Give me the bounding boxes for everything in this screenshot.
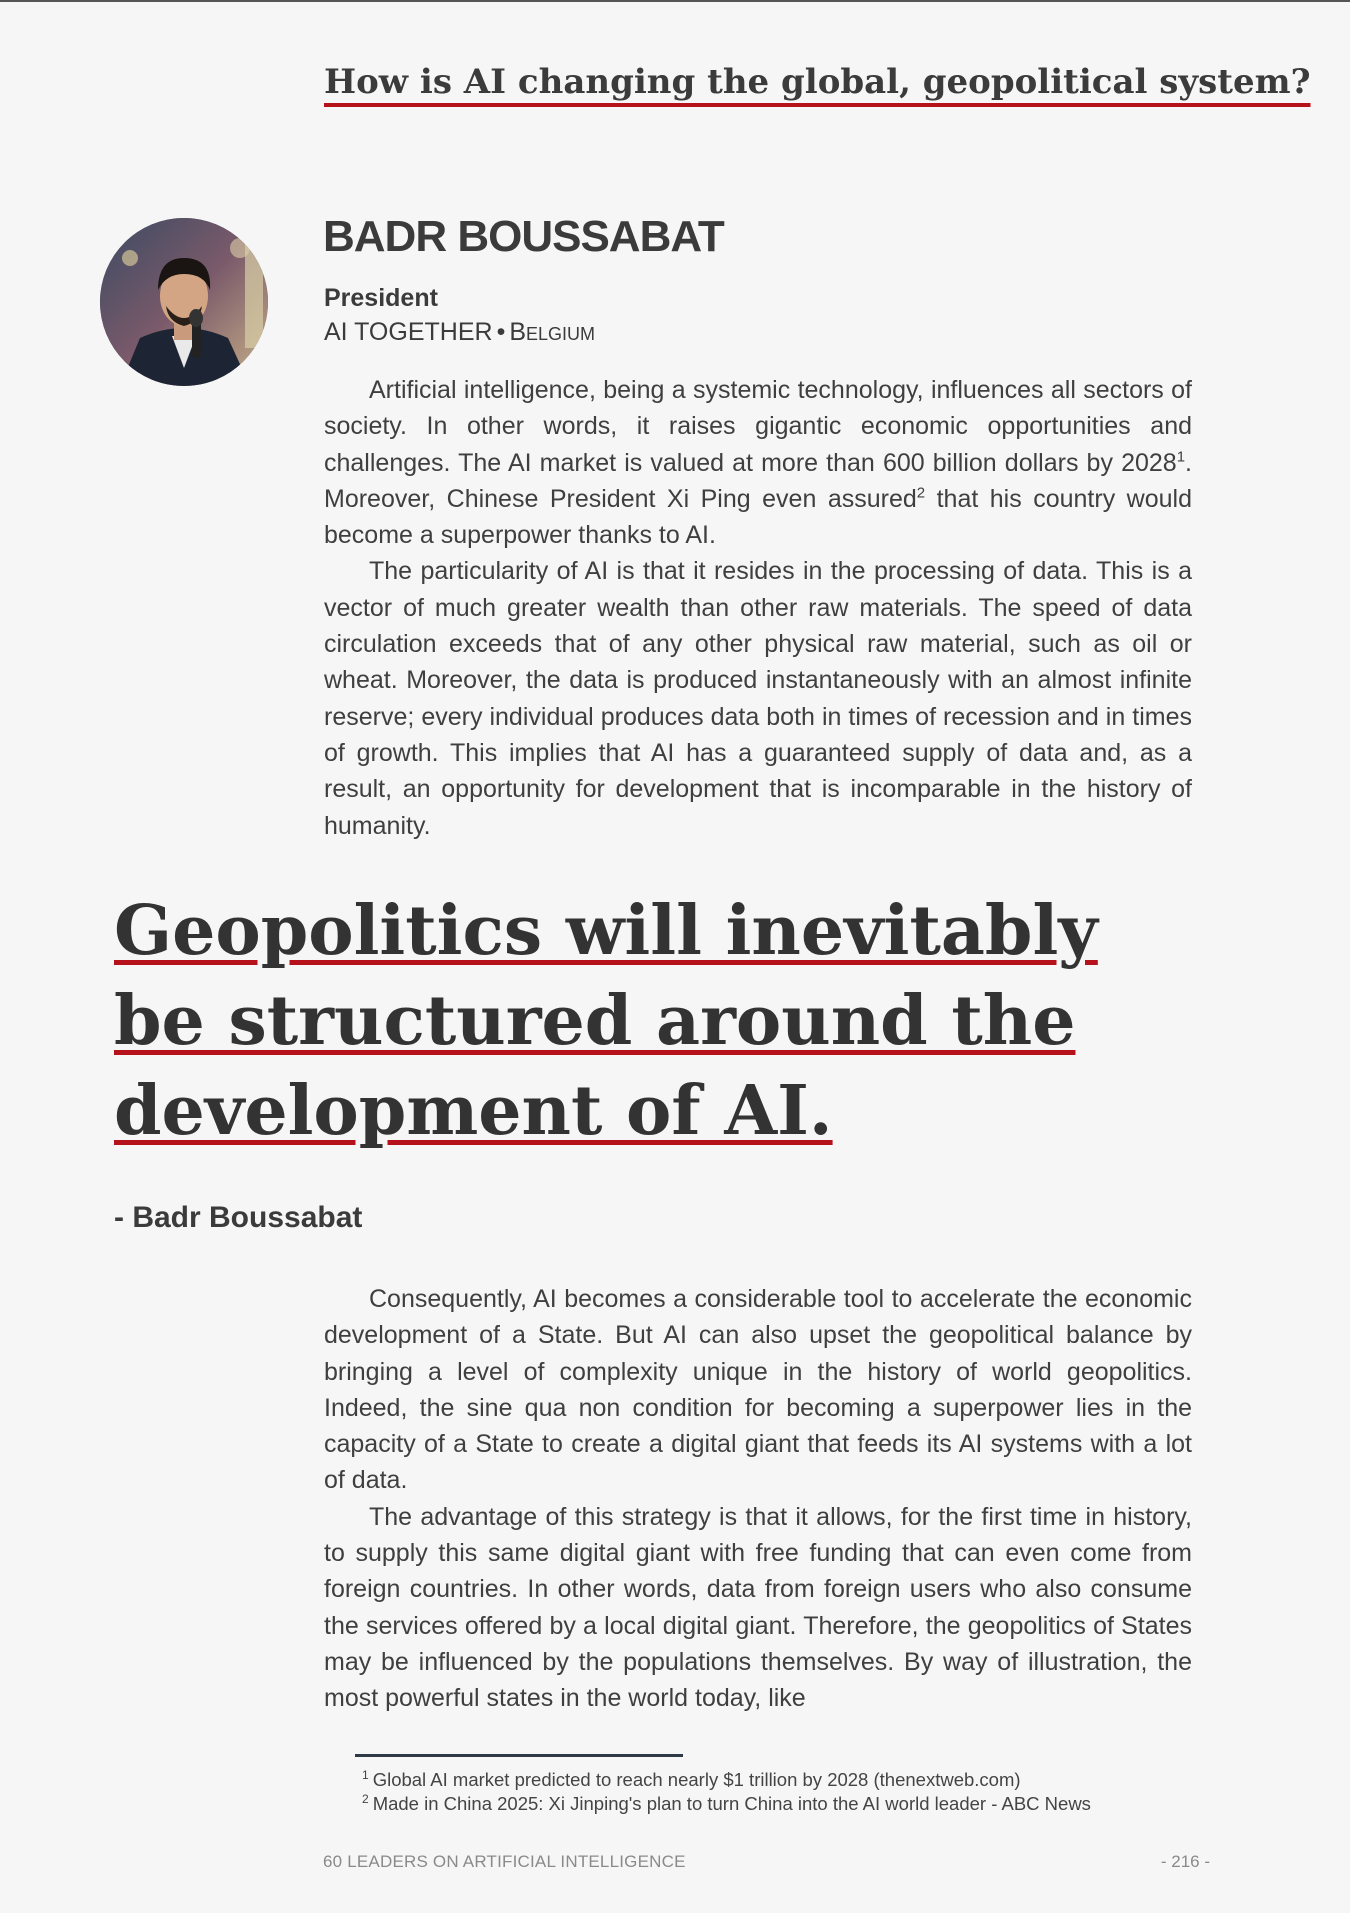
author-name: BADR BOUSSABAT — [323, 212, 724, 261]
article-body-intro — [324, 372, 1192, 844]
footnote-item: $^1$ Global AI market predicted to reach nearly $1 trillion by 2028 (thenextweb.com) — [362, 1767, 1021, 1790]
article-body-continued — [324, 1281, 1192, 1717]
footnote-item: $^2$ Made in China 2025: Xi Jinping's plan to turn China into the AI world leader - ABC News — [362, 1791, 1091, 1814]
footer-page-number: - 216 - — [1160, 1852, 1210, 1871]
author-role: President — [324, 284, 438, 312]
paragraph: The advantage of this strategy is that it allows, for the first time in history, to supply this same digital giant with free funding that can even come from foreign countries. In other words, data from foreign users who also consume the services offered by a local digital giant. Therefore, the geopolitics of States may be influenced by the populations themselves. By way of illustration, the most powerful states in the world today, like — [324, 1502, 1192, 1713]
footnotes — [362, 1768, 1091, 1816]
separator-dot: • — [496, 318, 506, 346]
footnote-ref[interactable]: 1 — [1176, 448, 1186, 466]
author-avatar — [100, 218, 268, 386]
pull-quote: Geopolitics will inevitably be structured around the development of AI. — [114, 891, 1098, 1151]
footnote-ref[interactable]: 2 — [916, 484, 926, 502]
portrait-photo-icon — [100, 218, 268, 386]
section-title: How is AI changing the global, geopolitical system? — [324, 62, 1311, 102]
quote-attribution: - Badr Boussabat — [114, 1201, 363, 1234]
paragraph: Artificial intelligence, being a systemic technology, influences all sectors of society. In other words, it raises gigantic economic opportunities and challenges. The AI market is valued at more than 600 billion dollars by 2028$^1$. Moreover, Chinese President Xi Ping even assured$^2$ that his country would become a superpower thanks to AI. — [324, 376, 1192, 550]
author-organization — [324, 318, 595, 347]
paragraph: The particularity of AI is that it resides in the processing of data. This is a vector of much greater wealth than other raw materials. The speed of data circulation exceeds that of any other physical raw material, such as oil or wheat. Moreover, the data is produced instantaneously with an almost infinite reserve; every individual produces data both in times of recession and in times of growth. This implies that AI has a guaranteed supply of data and, as a result, an opportunity for development that is incomparable in the history of humanity. — [324, 557, 1192, 840]
organization-name: AI TOGETHER — [324, 318, 493, 346]
country-name: Belgium — [509, 318, 596, 346]
footnote-divider — [355, 1754, 683, 1757]
top-border-line — [0, 0, 1350, 2]
paragraph: Consequently, AI becomes a considerable tool to accelerate the economic development of a State. But AI can also upset the geopolitical balance by bringing a level of complexity unique in the history of world geopolitics. Indeed, the sine qua non condition for becoming a superpower lies in the capacity of a State to create a digital giant that feeds its AI systems with a lot of data. — [324, 1285, 1192, 1495]
footer-book-title: 60 LEADERS ON ARTIFICIAL INTELLIGENCE — [323, 1852, 686, 1871]
